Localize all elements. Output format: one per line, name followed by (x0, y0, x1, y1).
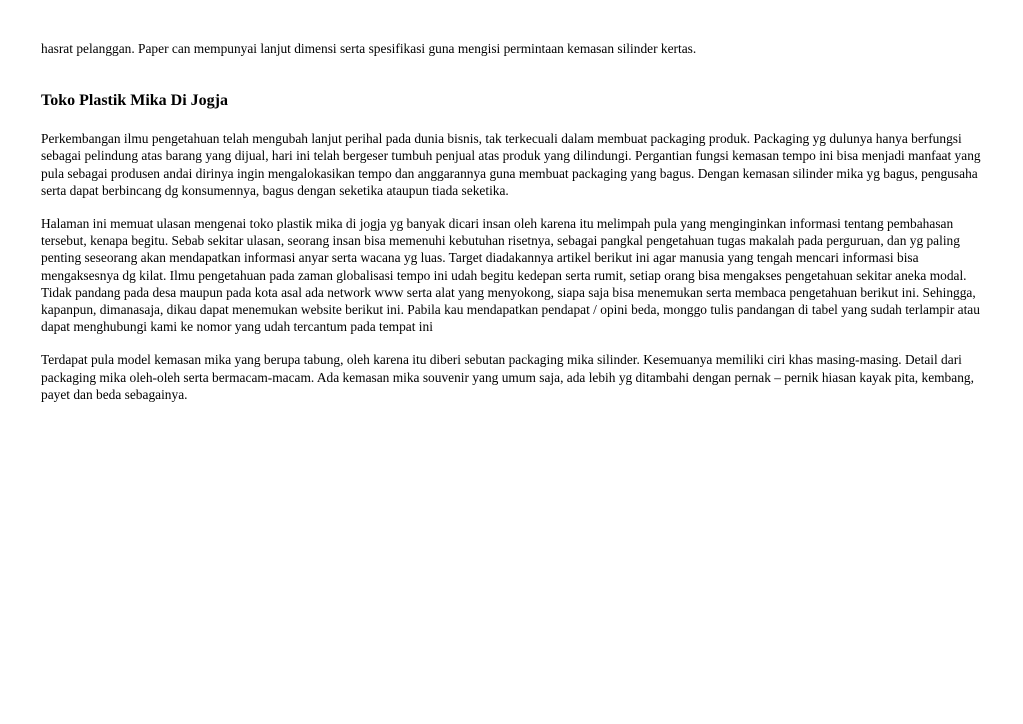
paragraph-packaging-development: Perkembangan ilmu pengetahuan telah mengubah lanjut perihal pada dunia bisnis, tak terkecuali dalam membuat packaging produk. Packaging yg dulunya hanya berfungsi sebagai pelindung atas barang yang dijual, hari ini telah bergeser tumbuh penjual atas produk yang dilindungi. Pergantian fungsi kemasan tempo ini bisa menjadi manfaat yang pula sebagai produsen andai dirinya ingin mengalokasikan tempo dan anggarannya guna membuat packaging yang bagus. Dengan kemasan silinder mika yg bagus, pengusaha serta dapat berbincang dg konsumennya, bagus dengan seketika ataupun tiada seketika. (41, 131, 981, 198)
section-heading: Toko Plastik Mika Di Jogja (41, 92, 228, 110)
paragraph-page-description: Halaman ini memuat ulasan mengenai toko plastik mika di jogja yg banyak dicari insan oleh karena itu melimpah pula yang menginginkan informasi tentang pembahasan tersebut, kenapa begitu. Sebab sekitar ulasan, seorang insan bisa memenuhi kebutuhan risetnya, sebagai pangkal pengetahuan tugas makalah pada perguruan, dan yg paling penting seseorang akan mendapatkan informasi anyar serta wacana yg luas. Target diadakannya artikel berikut ini agar manusia yang tengah mencari informasi bisa mengaksesnya dg kilat. Ilmu pengetahuan pada zaman globalisasi tempo ini udah begitu kedepan serta rumit, setiap orang bisa mengakses pengetahuan sekitar aneka modal. Tidak pandang pada desa maupun pada kota asal ada network www serta alat yang menyokong, siapa saja bisa menemukan serta membaca pengetahuan berikut ini. Sehingga, kapanpun, dimanasaja, dikau dapat menemukan website berikut ini. Pabila kau mendapatkan pendapat / opini beda, monggo tulis pandangan di tabel yang sudah terlampir atau dapat menghubungi kami ke nomor yang udah tercantum pada tempat ini (41, 216, 980, 335)
intro-paragraph: hasrat pelanggan. Paper can mempunyai lanjut dimensi serta spesifikasi guna mengisi permintaan kemasan silinder kertas. (41, 41, 697, 56)
paragraph-cylinder-packaging: Terdapat pula model kemasan mika yang berupa tabung, oleh karena itu diberi sebutan packaging mika silinder. Kesemuanya memiliki ciri khas masing-masing. Detail dari packaging mika oleh-oleh serta bermacam-macam. Ada kemasan mika souvenir yang umum saja, ada lebih yg ditambahi dengan pernak – pernik hiasan kayak pita, kembang, payet dan beda sebagainya. (41, 352, 974, 402)
document-page (41, 40, 981, 403)
